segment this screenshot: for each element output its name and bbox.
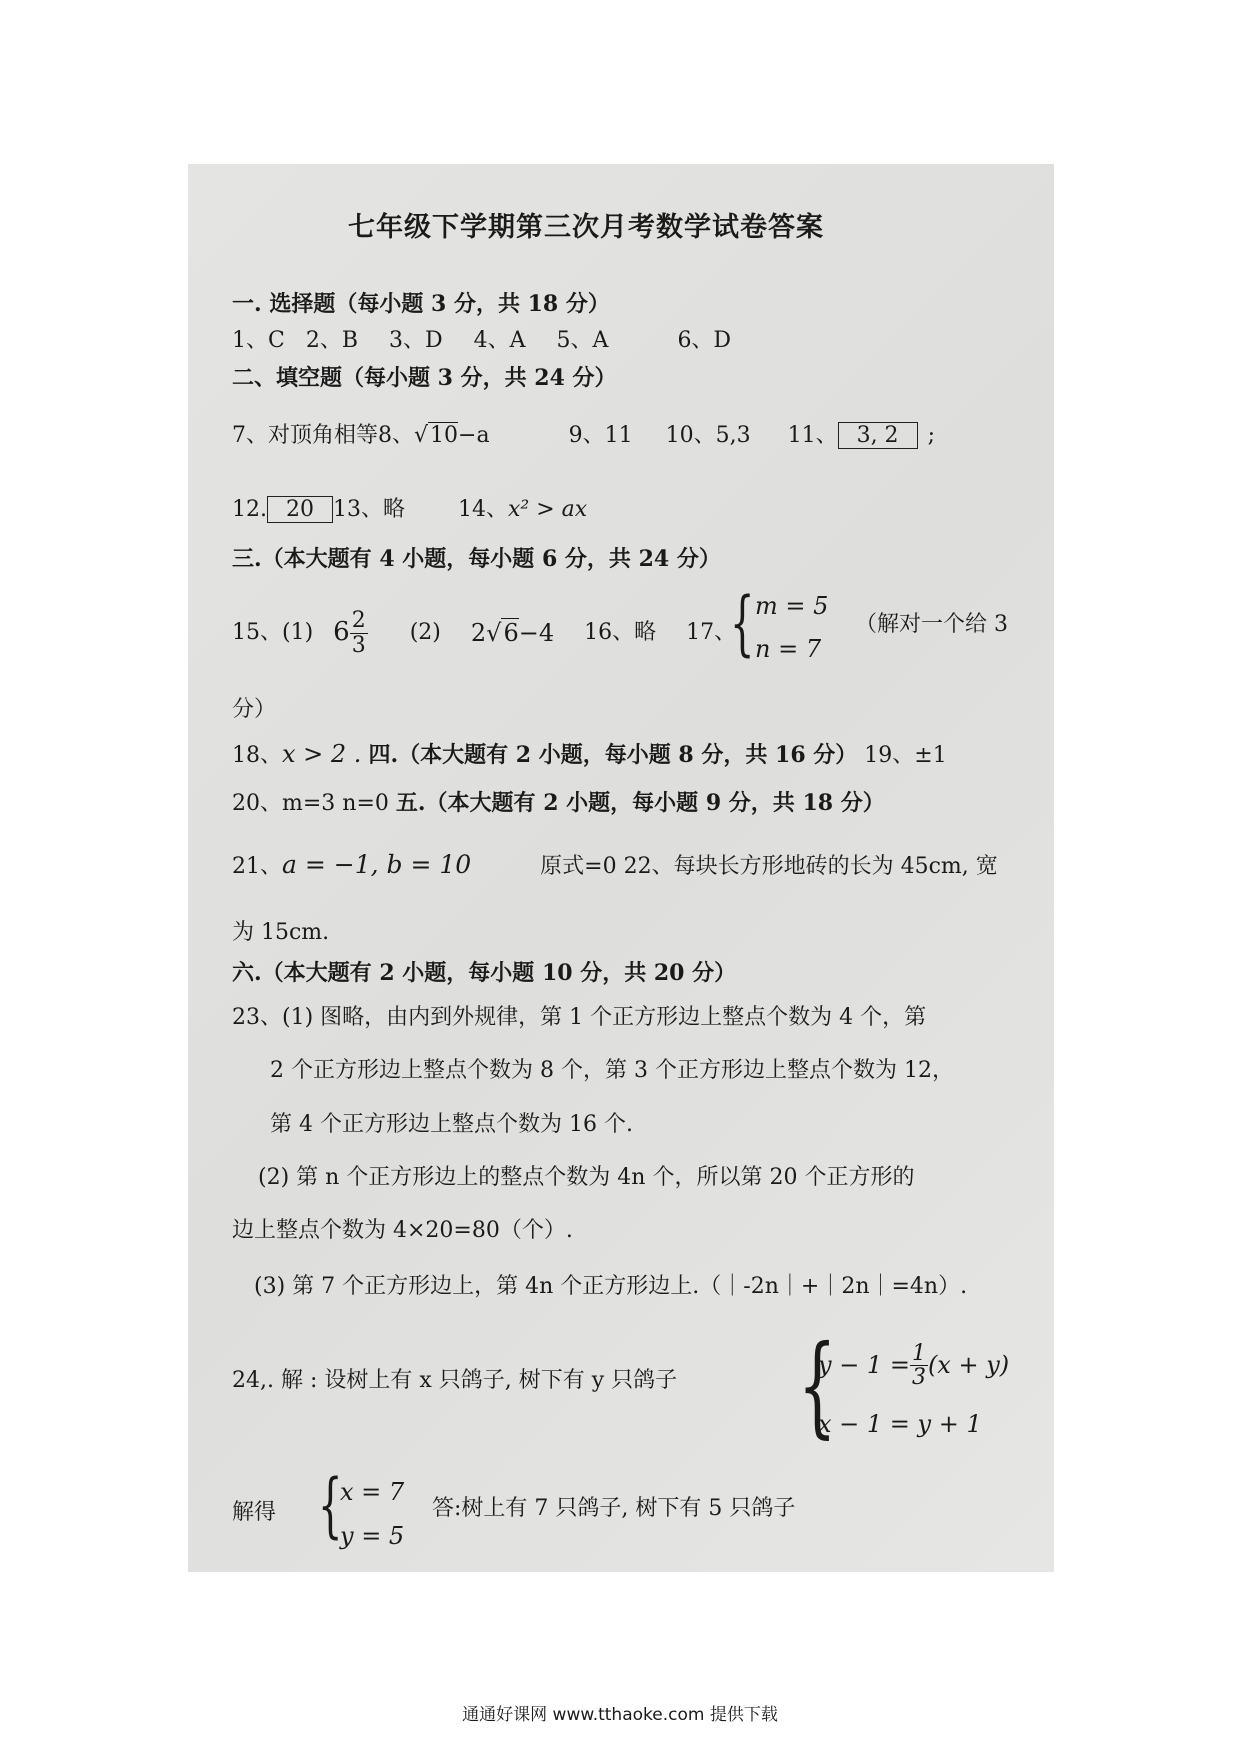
section-3-heading: 三.（本大题有 4 小题，每小题 6 分，共 24 分）: [232, 546, 721, 572]
answer-6: 6、D: [677, 328, 732, 353]
q23-line1: 23、(1) 图略，由内到外规律，第 1 个正方形边上整点个数为 4 个，第: [232, 1005, 927, 1030]
q16: 16、略: [584, 619, 657, 645]
section-6-heading: 六.（本大题有 2 小题，每小题 10 分，共 20 分）: [232, 960, 737, 986]
q15-part2-label: (2): [409, 619, 441, 645]
q24-eq1-num: 1: [911, 1341, 926, 1366]
q18-label: 18、: [232, 743, 282, 768]
q21-tail: 原式=0: [540, 854, 617, 879]
sqrt-sign-2: √: [486, 618, 502, 647]
q17-eq2: n = 7: [755, 635, 822, 663]
sqrt-sign: √: [414, 423, 429, 448]
answer-2: 2、B: [305, 328, 359, 353]
q21-label: 21、: [232, 854, 282, 879]
q23-line2: 2 个正方形边上整点个数为 8 个，第 3 个正方形边上整点个数为 12，: [270, 1058, 954, 1083]
q23-line5: 边上整点个数为 4×20=80（个）.: [232, 1218, 573, 1243]
q8-tail: −a: [458, 423, 490, 448]
q8-root: 10: [430, 423, 459, 448]
q8-label: 8、: [378, 423, 414, 448]
q15-fraction: [350, 609, 368, 656]
q23-line3: 第 4 个正方形边上整点个数为 16 个.: [270, 1112, 633, 1137]
q10: 10、5,3: [665, 423, 751, 448]
q18-expr: x > 2 .: [282, 740, 362, 768]
answer-3: 3、D: [389, 328, 443, 353]
q12-label: 12.: [232, 497, 267, 522]
q15-label: 15、(1): [232, 619, 314, 645]
q11-answer-box: 3, 2: [838, 422, 918, 449]
q14-expr: x² > ax: [508, 497, 588, 522]
q20: 20、m=3 n=0: [232, 791, 389, 816]
q15-part2-pre: 2: [470, 618, 487, 647]
q14-label: 14、: [458, 497, 508, 522]
solution-eq2: y = 5: [340, 1522, 405, 1550]
q17-eq1: m = 5: [755, 592, 829, 620]
section-4-heading: 四.（本大题有 2 小题，每小题 8 分，共 16 分）: [368, 742, 858, 768]
q11-label: 11、: [787, 423, 838, 448]
q22: 22、每块长方形地砖的长为 45cm, 宽: [623, 854, 998, 879]
q24-eq2: x − 1 = y + 1: [818, 1410, 982, 1438]
q24-eq1-fraction: [910, 1342, 928, 1389]
q17-label: 17、: [686, 619, 737, 645]
q24-brace: {: [798, 1321, 837, 1449]
q15-num: 2: [351, 608, 366, 634]
q23-line4: (2) 第 n 个正方形边上的整点个数为 4n 个，所以第 20 个正方形的: [258, 1165, 915, 1190]
footer-credit: 通通好课网 www.tthaoke.com 提供下载: [462, 1705, 778, 1725]
q15-part2-root: 6: [503, 619, 519, 648]
row-18-19: [232, 740, 947, 769]
q15-part2-tail: −4: [518, 618, 555, 647]
q12-answer-box: 20: [267, 496, 333, 523]
q13: 13、略: [333, 497, 405, 522]
q17-brace: {: [730, 582, 755, 664]
fill-row-12-14: [232, 496, 587, 523]
row-15-17: [232, 598, 736, 668]
answer-1: 1、C: [232, 328, 285, 353]
q24-eq1-pre: y − 1 =: [818, 1351, 910, 1380]
q11-tail: ;: [927, 423, 935, 448]
solution-eq1: x = 7: [340, 1478, 405, 1506]
choice-answers-row: [232, 328, 731, 354]
q23-line6: (3) 第 7 个正方形边上，第 4n 个正方形边上.（｜-2n｜+｜2n｜=4n）.: [254, 1274, 968, 1299]
final-answer: 答:树上有 7 只鸽子, 树下有 5 只鸽子: [432, 1496, 796, 1521]
solution-label: 解得: [232, 1500, 277, 1525]
page-title: 七年级下学期第三次月考数学试卷答案: [348, 212, 824, 243]
section-2-heading: 二、填空题（每小题 3 分，共 24 分）: [232, 365, 617, 391]
q7: 7、对顶角相等: [232, 423, 378, 448]
q24-eq1-den: 3: [911, 1365, 926, 1391]
q17-note: （解对一个给 3: [855, 612, 1008, 637]
answer-5: 5、A: [556, 328, 609, 353]
q15-whole: 6: [333, 617, 350, 648]
q21-expr: a = −1, b = 10: [282, 850, 472, 879]
row-21-22: [232, 850, 998, 880]
q24-text: 24,. 解 : 设树上有 x 只鸽子, 树下有 y 只鸽子: [232, 1368, 678, 1393]
q24-eq1-post: (x + y): [927, 1351, 1010, 1380]
q9: 9、11: [568, 423, 633, 448]
q19: 19、±1: [864, 743, 947, 768]
solution-brace: {: [318, 1464, 343, 1546]
answer-4: 4、A: [473, 328, 526, 353]
q24-eq1: [818, 1342, 1009, 1389]
fill-row-7-11: [232, 422, 935, 449]
q17-note-cont: 分）: [232, 697, 277, 722]
section-1-heading: 一. 选择题（每小题 3 分，共 18 分）: [232, 291, 610, 317]
q15-den: 3: [351, 632, 366, 658]
row-20: [232, 790, 885, 817]
q22-cont: 为 15cm.: [232, 920, 330, 945]
section-5-heading: 五.（本大题有 2 小题，每小题 9 分，共 18 分）: [395, 790, 885, 816]
